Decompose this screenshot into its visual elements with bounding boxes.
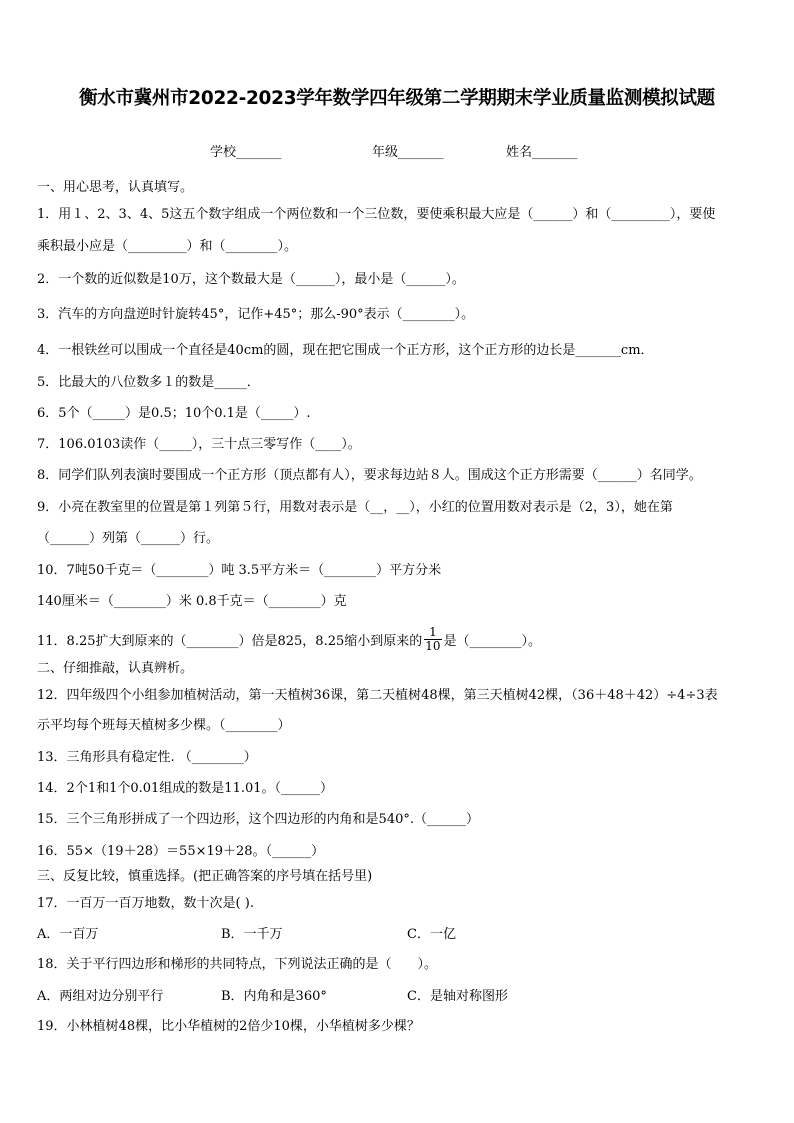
question-18-option-a: A．两组对边分别平行 [37, 989, 164, 1004]
question-1-line-1: 1．用１、2、3、4、5这五个数字组成一个两位数和一个三位数，要使乘积最大应是（______）和（_________），要使 [37, 207, 716, 222]
question-16: 16．55×（19＋28）＝55×19＋28。（______） [37, 844, 325, 859]
question-18: 18．关于平行四边形和梯形的共同特点，下列说法正确的是（ ）。 [37, 957, 438, 972]
question-12-line-2: 示平均每个班每天植树多少棵。（________） [37, 718, 291, 733]
name-field: 姓名_______ [506, 145, 578, 160]
section-1-heading: 一、用心思考，认真填写。 [37, 180, 194, 195]
question-9-line-1: 9．小亮在教室里的位置是第１列第５行，用数对表示是（__，__），小红的位置用数对表示是（2，3），她在第 [37, 500, 673, 515]
fraction-denominator: 10 [425, 639, 441, 653]
question-1-line-2: 乘积最小应是（_________）和（________）。 [37, 239, 298, 254]
grade-field: 年级_______ [372, 145, 444, 160]
question-15: 15．三个三角形拼成了一个四边形，这个四边形的内角和是540°.（______） [37, 812, 479, 827]
exam-title: 衡水市冀州市2022-2023学年数学四年级第二学期期末学业质量监测模拟试题 [79, 88, 715, 109]
question-11 [37, 625, 542, 655]
question-8: 8．同学们队列表演时要围成一个正方形（顶点都有人），要求每边站８人。围成这个正方形需要（______）名同学。 [37, 468, 702, 483]
question-11-suffix: 是（________）。 [443, 634, 542, 649]
fraction-one-tenth [424, 626, 441, 653]
question-9-line-2: （______）列第（______）行。 [37, 531, 220, 546]
question-4: 4．一根铁丝可以围成一个直径是40cm的圆，现在把它围成一个正方形，这个正方形的边长是_______cm． [37, 343, 654, 358]
question-10-line-1: 10．7吨50千克＝（________）吨 3.5平方米＝（________）平方分米 [37, 563, 442, 578]
question-17-option-a: A．一百万 [37, 927, 99, 942]
school-field: 学校_______ [210, 145, 282, 160]
question-10-line-2: 140厘米＝（________）米 0.8千克＝（________）克 [37, 594, 347, 609]
question-3: 3．汽车的方向盘逆时针旋转45°，记作+45°；那么-90°表示（________）。 [37, 307, 475, 322]
question-18-option-b: B．内角和是360° [221, 989, 327, 1004]
section-2-heading: 二、仔细推敲，认真辨析。 [37, 661, 194, 676]
question-6: 6．5个（_____）是0.5；10个0.1是（_____）. [37, 406, 311, 421]
question-18-option-c: C．是轴对称图形 [407, 989, 508, 1004]
question-17-option-b: B．一千万 [221, 927, 283, 942]
question-17: 17．一百万一百万地数，数十次是( ). [37, 896, 254, 911]
question-2: 2．一个数的近似数是10万，这个数最大是（______），最小是（______）。 [37, 272, 465, 287]
question-12-line-1: 12．四年级四个小组参加植树活动，第一天植树36课，第二天植树48棵，第三天植树42棵，（36＋48＋42）÷4÷3表 [37, 688, 718, 703]
question-17-option-c: C．一亿 [407, 927, 456, 942]
question-11-prefix: 11．8.25扩大到原来的（________）倍是825，8.25缩小到原来的 [37, 634, 423, 649]
question-14: 14．2个1和1个0.01组成的数是11.01。（______） [37, 781, 334, 796]
question-19: 19．小林植树48棵，比小华植树的2倍少10棵，小华植树多少棵？ [37, 1019, 420, 1034]
question-5: 5．比最大的八位数多１的数是_____． [37, 375, 260, 390]
question-7: 7．106.0103读作（_____），三十点三零写作（____）。 [37, 437, 361, 452]
section-3-heading: 三、反复比较，慎重选择。(把正确答案的序号填在括号里) [37, 869, 373, 884]
fraction-numerator: 1 [424, 626, 441, 640]
question-13: 13．三角形具有稳定性. （________） [37, 750, 257, 765]
